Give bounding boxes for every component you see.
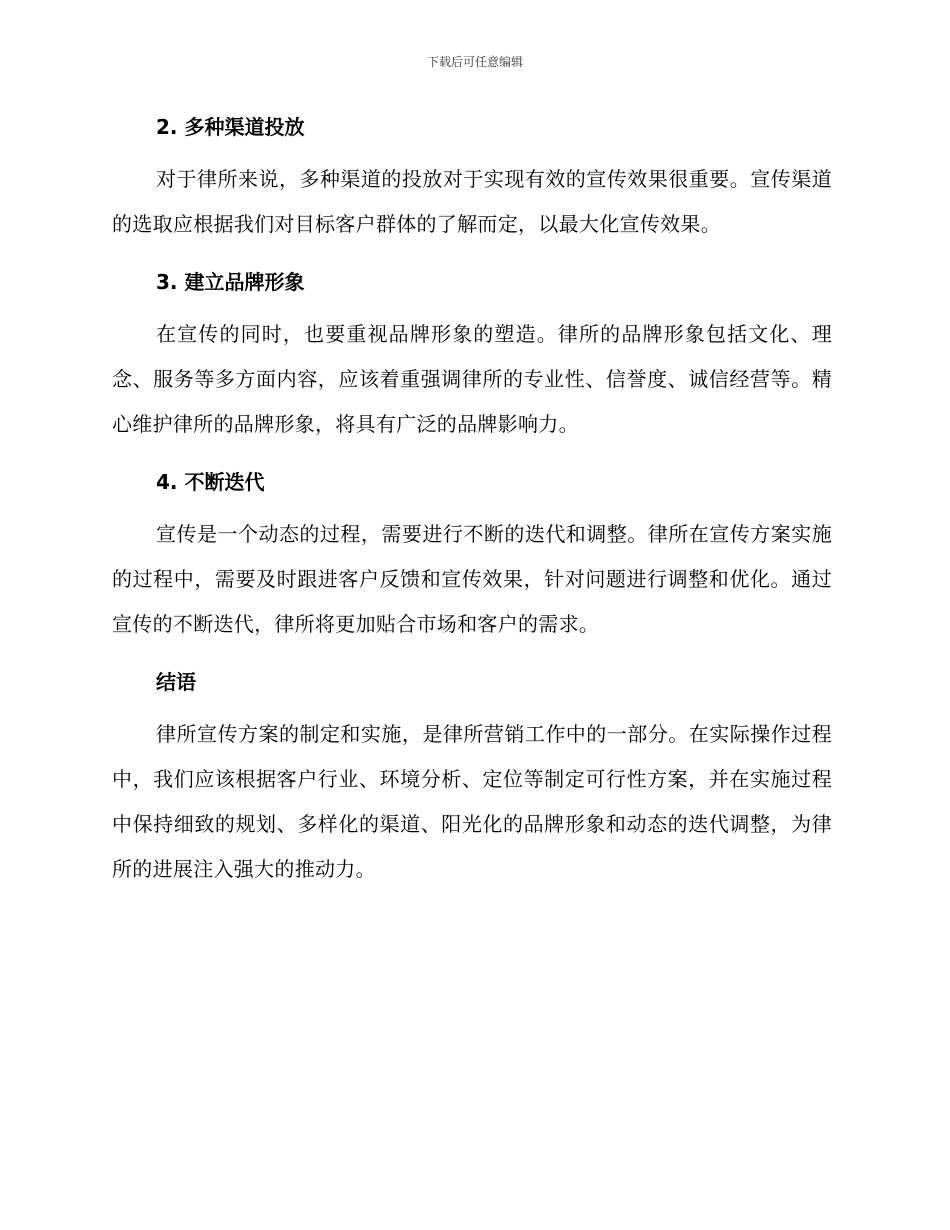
section-heading-channels: 2. 多种渠道投放: [156, 115, 305, 139]
section-paragraph-channels: 对于律所来说，多种渠道的投放对于实现有效的宣传效果很重要。宣传渠道的选取应根据我们对目标客户群体的了解而定，以最大化宣传效果。: [112, 167, 832, 236]
document-body: [112, 112, 832, 892]
section-paragraph-conclusion: 律所宣传方案的制定和实施，是律所营销工作中的一部分。在实际操作过程中，我们应该根据客户行业、环境分析、定位等制定可行性方案，并在实施过程中保持细致的规划、多样化的渠道、阳光化的品牌形象和动态的迭代调整，为律所的进展注入强大的推动力。: [112, 722, 832, 881]
section-paragraph-iteration: 宣传是一个动态的过程，需要进行不断的迭代和调整。律所在宣传方案实施的过程中，需要及时跟进客户反馈和宣传效果，针对问题进行调整和优化。通过宣传的不断迭代，律所将更加贴合市场和客户的需求。: [112, 522, 832, 636]
section-heading-brand-image: 3. 建立品牌形象: [156, 270, 305, 294]
section-paragraph-brand-image: 在宣传的同时，也要重视品牌形象的塑造。律所的品牌形象包括文化、理念、服务等多方面内容，应该着重强调律所的专业性、信誉度、诚信经营等。精心维护律所的品牌形象，将具有广泛的品牌影响力。: [112, 322, 832, 436]
section-heading-iteration: 4. 不断迭代: [156, 470, 265, 494]
header-note: 下载后可任意编辑: [426, 55, 523, 69]
section-heading-conclusion: 结语: [156, 670, 196, 694]
